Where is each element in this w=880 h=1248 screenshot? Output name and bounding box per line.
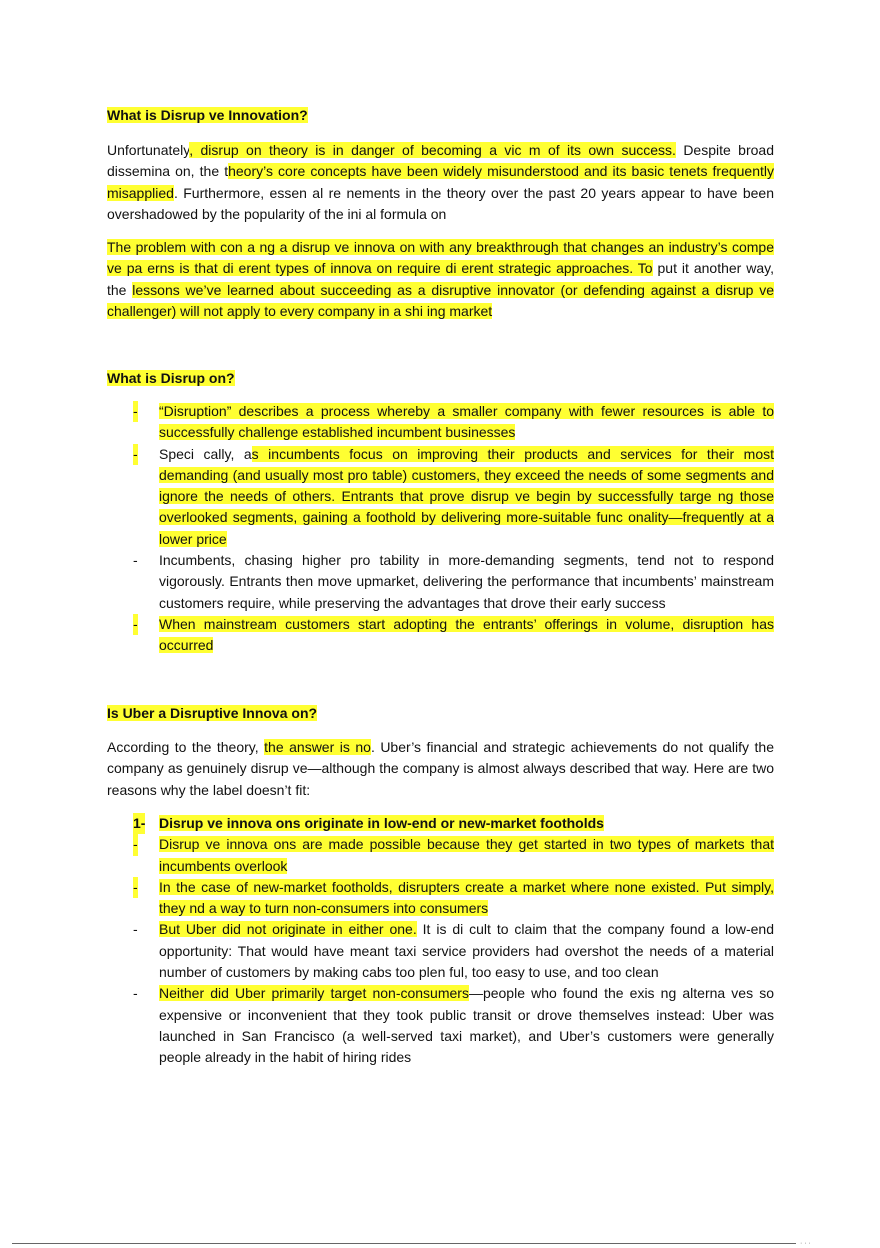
- paragraph-according: According to the theory, the answer is no. Uber’s financial and strategic achievements do not qualify the company as genuinely disrup ve—although the company is almost always described that way. Here are two reasons why the label doesn’t fit:: [107, 739, 774, 798]
- uber-bullet-list: [107, 813, 774, 1069]
- list-item: - Speci cally, as incumbents focus on improving their products and services for their most demanding (and usually most pro table) customers, they exceed the needs of some segments and ignore the needs of others. Entrants that prove disrup ve begin by successfully targe ng those overlooked segments, gaining a foothold by delivering more-suitable func onality—frequently at a lower price: [133, 445, 774, 547]
- paragraph-problem: The problem with con a ng a disrup ve innova on with any breakthrough that changes an industry’s compe ve pa erns is that di erent types of innova on require di erent strategic approaches. To put it another way, the lessons we’ve learned about succeeding as a disruptive innovator (or defending against a disrup ve challenger) will not apply to every company in a shi ing market: [107, 239, 775, 319]
- footer-divider: [12, 1243, 796, 1244]
- section-heading-uber: Is Uber a Disruptive Innova on?: [107, 705, 318, 721]
- section-heading-disruption: What is Disrup on?: [107, 370, 235, 386]
- list-item: 1- Disrup ve innova ons originate in low-end or new-market footholds: [107, 813, 774, 834]
- section-heading-disruptive-innovation: What is Disrup ve Innovation?: [107, 107, 308, 123]
- list-item: - Disrup ve innova ons are made possible because they get started in two types of markets that incumbents overlook: [133, 836, 774, 874]
- list-item: - In the case of new-market footholds, disrupters create a market where none existed. Put simply, they nd a way to turn non-consumers into consumers: [133, 878, 774, 917]
- list-item: - Incumbents, chasing higher pro tability in more-demanding segments, tend not to respond vigorously. Entrants then move upmarket, delivering the performance that incumbents’ mainstream customers require, while preserving the advantages that drove their early success: [133, 552, 774, 611]
- page-footer-mark: · · ·: [800, 1240, 811, 1247]
- list-item: - “Disruption” describes a process whereby a smaller company with fewer resources is able to successfully challenge established incumbent businesses: [133, 403, 774, 441]
- list-item: - When mainstream customers start adopting the entrants’ offerings in volume, disruption has occurred: [133, 615, 774, 654]
- list-item: - But Uber did not originate in either one. It is di cult to claim that the company found a low-end opportunity: That would have meant taxi service providers had overshot the needs of a material number of customers by making cabs too plen ful, too easy to use, and too clean: [133, 921, 775, 981]
- list-item: - Neither did Uber primarily target non-consumers—people who found the exis ng alterna ves so expensive or inconvenient that they took public transit or drove themselves instead: Uber was launched in San Francisco (a well-served taxi market), and Uber’s customers were generally people already in the habit of hiring rides: [133, 985, 774, 1066]
- paragraph-unfortunately: Unfortunately, disrup on theory is in danger of becoming a vic m of its own success. Despite broad dissemina on, the theory’s core concepts have been widely misunderstood and its basic tenets frequently misapplied. Furthermore, essen al re nements in the theory over the past 20 years appear to have been overshadowed by the popularity of the ini al formula on: [107, 142, 775, 222]
- disruption-bullet-list: [107, 401, 774, 657]
